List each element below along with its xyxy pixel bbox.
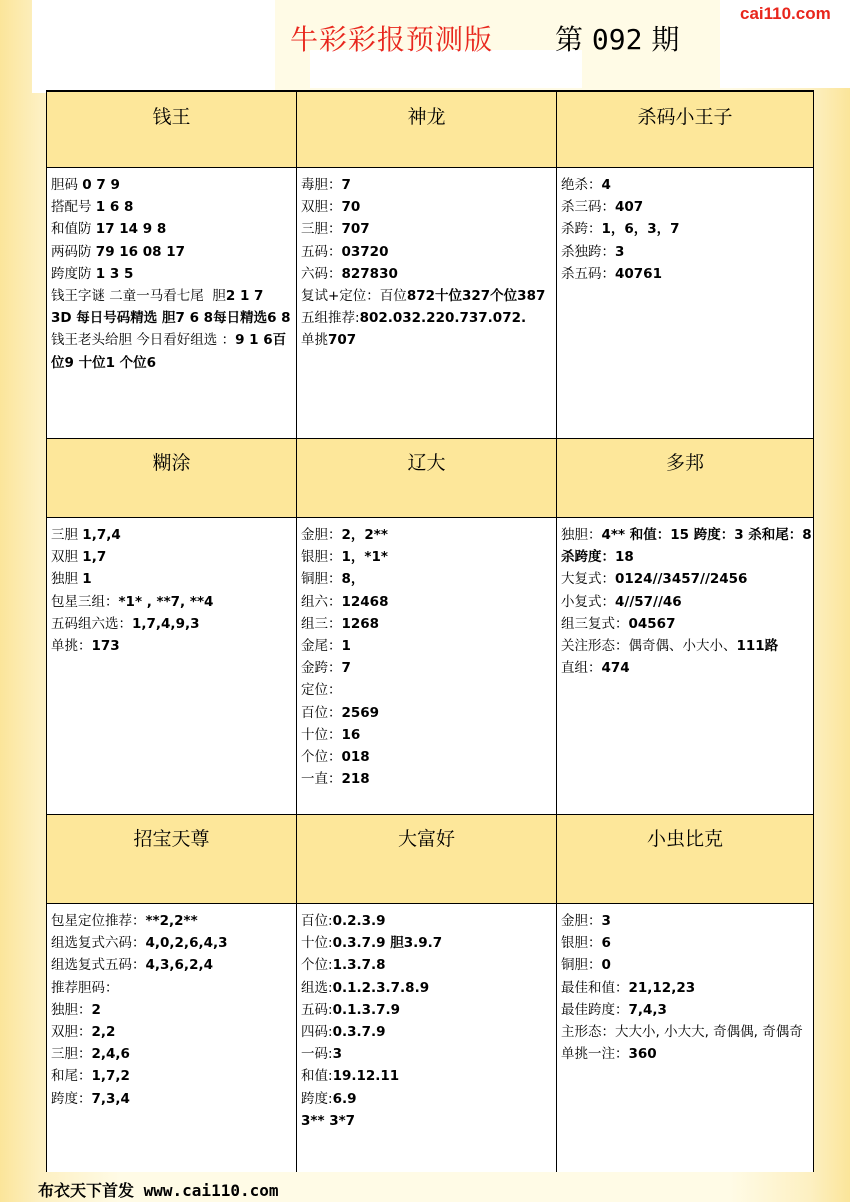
prediction-value: 3** 3*7 bbox=[301, 1112, 356, 1129]
prediction-value: 6 bbox=[601, 935, 611, 952]
prediction-value: 0.3.7.9 bbox=[332, 1024, 386, 1041]
expert-name: 糊涂 bbox=[47, 438, 296, 518]
prediction-list bbox=[297, 518, 556, 814]
prediction-value: 4** 和值：15 跨度：3 杀和尾：8 杀跨度：18 bbox=[561, 527, 817, 566]
prediction-value: 3 bbox=[615, 243, 625, 260]
prediction-value: 0124//3457//2456 bbox=[615, 571, 748, 588]
prediction-line bbox=[301, 999, 556, 1021]
prediction-value: 4 bbox=[601, 177, 611, 193]
prediction-value: 872十位327个位387 bbox=[406, 288, 546, 305]
prediction-label: 和值防 bbox=[51, 221, 96, 238]
prediction-line bbox=[301, 635, 556, 657]
prediction-line bbox=[51, 591, 296, 613]
footer-text: 布衣天下首发 www.cai110.com bbox=[38, 1181, 279, 1200]
prediction-line bbox=[301, 174, 556, 196]
prediction-list bbox=[47, 518, 296, 814]
site-link[interactable]: cai110.com bbox=[740, 4, 831, 23]
prediction-line bbox=[561, 218, 813, 240]
prediction-value: 7 bbox=[341, 177, 351, 193]
expert-name: 多邦 bbox=[557, 438, 813, 518]
expert-name: 钱王 bbox=[47, 92, 296, 168]
prediction-value: 0.2.3.9 bbox=[332, 913, 386, 929]
prediction-line bbox=[561, 591, 813, 613]
prediction-label: 四码: bbox=[301, 1024, 333, 1041]
prediction-line bbox=[561, 241, 813, 263]
prediction-list bbox=[297, 904, 556, 1172]
prediction-label: 铜胆： bbox=[301, 571, 342, 588]
prediction-value: 360 bbox=[628, 1046, 657, 1063]
prediction-line bbox=[51, 285, 296, 307]
prediction-label: 银胆： bbox=[301, 549, 342, 566]
prediction-line bbox=[561, 657, 813, 679]
prediction-label: 两码防 bbox=[51, 243, 96, 260]
prediction-value: 1,7,2 bbox=[91, 1068, 130, 1085]
prediction-label: 杀跨： bbox=[561, 221, 602, 238]
prediction-label: 个位: bbox=[301, 957, 333, 974]
prediction-label: 最佳跨度： bbox=[561, 1001, 629, 1018]
prediction-line bbox=[51, 932, 296, 954]
prediction-value: 40761 bbox=[615, 265, 662, 282]
prediction-label: 钱王老头给胆 今日看好组选 ： bbox=[51, 332, 236, 349]
expert-cell bbox=[47, 92, 297, 438]
prediction-value: 2 bbox=[91, 1001, 101, 1018]
prediction-line bbox=[301, 329, 556, 351]
prediction-value: 16 bbox=[341, 726, 361, 743]
expert-name: 神龙 bbox=[297, 92, 556, 168]
prediction-line bbox=[561, 910, 813, 932]
prediction-value: 9 1 6百位9 十位1 个位6 bbox=[51, 332, 287, 371]
prediction-label: 跨度: bbox=[301, 1090, 333, 1107]
prediction-value: 1 bbox=[82, 571, 92, 588]
expert-cell bbox=[47, 438, 297, 814]
prediction-line bbox=[301, 613, 556, 635]
prediction-line bbox=[561, 196, 813, 218]
prediction-value: 1,7,4,9,3 bbox=[132, 615, 200, 632]
issue-number: 092 bbox=[591, 23, 643, 56]
prediction-label: 三胆： bbox=[51, 1046, 92, 1063]
prediction-label: 金胆： bbox=[301, 527, 342, 543]
prediction-value: 474 bbox=[601, 660, 630, 677]
prediction-label: 双胆 bbox=[51, 549, 83, 566]
prediction-value: 6.9 bbox=[332, 1090, 357, 1107]
expert-name: 杀码小王子 bbox=[557, 92, 813, 168]
prediction-line bbox=[301, 724, 556, 746]
prediction-value: 4,0,2,6,4,3 bbox=[145, 935, 228, 952]
prediction-label: 一码: bbox=[301, 1046, 333, 1063]
prediction-value: 2,4,6 bbox=[91, 1046, 130, 1063]
prediction-line bbox=[301, 702, 556, 724]
prediction-line bbox=[51, 307, 296, 329]
prediction-label: 搭配号 bbox=[51, 199, 96, 216]
prediction-value: 12468 bbox=[341, 593, 389, 610]
prediction-value: 03720 bbox=[341, 243, 389, 260]
prediction-line bbox=[301, 263, 556, 285]
prediction-label: 大复式： bbox=[561, 571, 615, 588]
prediction-label: 独胆： bbox=[561, 527, 602, 543]
prediction-label: 组六： bbox=[301, 593, 342, 610]
prediction-value: 1 bbox=[341, 638, 351, 655]
prediction-line bbox=[561, 524, 817, 568]
prediction-line bbox=[301, 932, 556, 954]
issue-prefix: 第 bbox=[555, 23, 584, 56]
prediction-label: 跨度： bbox=[51, 1090, 92, 1107]
prediction-line bbox=[51, 999, 296, 1021]
prediction-list bbox=[557, 518, 817, 814]
prediction-line bbox=[561, 1043, 813, 1065]
prediction-value: 17 14 9 8 bbox=[95, 221, 167, 238]
prediction-value: 111路 bbox=[736, 638, 779, 655]
prediction-line bbox=[51, 910, 296, 932]
prediction-value: 1 6 8 bbox=[95, 199, 134, 216]
prediction-line bbox=[301, 196, 556, 218]
prediction-line bbox=[561, 635, 813, 657]
expert-name: 辽大 bbox=[297, 438, 556, 518]
grid-row bbox=[47, 438, 817, 814]
prediction-line bbox=[301, 591, 556, 613]
prediction-line bbox=[51, 263, 296, 285]
prediction-value: 2，2** bbox=[341, 527, 388, 543]
prediction-value: 4//57//46 bbox=[615, 593, 682, 610]
prediction-grid bbox=[46, 90, 817, 1172]
prediction-line bbox=[51, 174, 296, 196]
prediction-value: 3 bbox=[601, 913, 611, 929]
prediction-value: 407 bbox=[615, 199, 644, 216]
expert-cell bbox=[297, 438, 557, 814]
prediction-label: 定位： bbox=[301, 682, 342, 699]
prediction-value: 7,4,3 bbox=[628, 1001, 667, 1018]
prediction-value: 218 bbox=[341, 771, 370, 788]
prediction-label: 独胆 bbox=[51, 571, 83, 588]
prediction-line bbox=[561, 174, 813, 196]
prediction-label: 一直： bbox=[301, 771, 342, 788]
prediction-line bbox=[51, 524, 296, 546]
prediction-value: 802.032.220.737.072. bbox=[359, 310, 527, 327]
prediction-list bbox=[47, 904, 296, 1172]
prediction-line bbox=[301, 524, 556, 546]
prediction-value: 19.12.11 bbox=[332, 1068, 400, 1085]
prediction-value: 21,12,23 bbox=[628, 979, 696, 996]
prediction-label: 直组： bbox=[561, 660, 602, 677]
prediction-value: 1，6，3，7 bbox=[601, 221, 680, 238]
prediction-label: 金胆： bbox=[561, 913, 602, 929]
prediction-label: 组选复式六码： bbox=[51, 935, 146, 952]
prediction-label: 单挑： bbox=[51, 638, 92, 655]
prediction-label: 银胆： bbox=[561, 935, 602, 952]
prediction-value: 1.3.7.8 bbox=[332, 957, 386, 974]
prediction-value: 7,3,4 bbox=[91, 1090, 130, 1107]
prediction-value: 1268 bbox=[341, 615, 380, 632]
prediction-line bbox=[301, 746, 556, 768]
prediction-line bbox=[301, 1021, 556, 1043]
prediction-line bbox=[51, 218, 296, 240]
prediction-value: 3D 每日号码精选 胆7 6 8每日精选6 8 bbox=[51, 310, 291, 327]
prediction-label: 个位： bbox=[301, 749, 342, 766]
prediction-line bbox=[301, 954, 556, 976]
prediction-label: 双胆： bbox=[301, 199, 342, 216]
prediction-label: 金跨： bbox=[301, 660, 342, 677]
prediction-label: 和尾： bbox=[51, 1068, 92, 1085]
prediction-label: 最佳和值： bbox=[561, 979, 629, 996]
prediction-label: 百位： bbox=[301, 704, 342, 721]
prediction-label: 十位: bbox=[301, 935, 333, 952]
prediction-value: 1 3 5 bbox=[95, 265, 134, 282]
prediction-label: 组三： bbox=[301, 615, 342, 632]
prediction-line bbox=[301, 546, 556, 568]
prediction-value: 0.3.7.9 胆3.9.7 bbox=[332, 935, 443, 952]
prediction-label: 包星定位推荐： bbox=[51, 913, 146, 929]
prediction-line bbox=[301, 910, 556, 932]
prediction-label: 十位： bbox=[301, 726, 342, 743]
prediction-line bbox=[561, 932, 813, 954]
prediction-label: 关注形态：偶奇偶、小大小、 bbox=[561, 638, 737, 655]
issue-suffix: 期 bbox=[651, 23, 680, 56]
grid-row bbox=[47, 814, 813, 1172]
prediction-list bbox=[47, 168, 296, 438]
prediction-value: 0 7 9 bbox=[82, 177, 120, 193]
expert-name: 大富好 bbox=[297, 814, 556, 904]
prediction-list bbox=[297, 168, 556, 438]
prediction-label: 五组推荐: bbox=[301, 310, 360, 327]
prediction-label: 组三复式： bbox=[561, 615, 629, 632]
prediction-label: 绝杀： bbox=[561, 177, 602, 193]
prediction-label: 金尾： bbox=[301, 638, 342, 655]
prediction-label: 杀三码： bbox=[561, 199, 615, 216]
prediction-line bbox=[301, 977, 556, 999]
prediction-line bbox=[51, 546, 296, 568]
prediction-value: *1* , **7, **4 bbox=[118, 593, 214, 610]
prediction-line bbox=[301, 1110, 556, 1132]
prediction-line bbox=[561, 999, 813, 1021]
prediction-label: 六码： bbox=[301, 265, 342, 282]
prediction-line bbox=[301, 1043, 556, 1065]
prediction-line bbox=[51, 954, 296, 976]
prediction-label: 独胆： bbox=[51, 1001, 92, 1018]
prediction-value: 8， bbox=[341, 571, 365, 588]
prediction-label: 推荐胆码： bbox=[51, 979, 119, 996]
prediction-value: 707 bbox=[341, 221, 370, 238]
prediction-line bbox=[301, 218, 556, 240]
prediction-line bbox=[561, 954, 813, 976]
grid-row bbox=[47, 92, 813, 438]
prediction-line bbox=[561, 977, 813, 999]
prediction-line bbox=[51, 1043, 296, 1065]
prediction-line bbox=[561, 1021, 813, 1043]
prediction-line bbox=[51, 1065, 296, 1087]
issue-label bbox=[555, 18, 679, 58]
prediction-label: 单挑一注： bbox=[561, 1046, 629, 1063]
prediction-line bbox=[51, 977, 296, 999]
prediction-value: 2,2 bbox=[91, 1024, 116, 1041]
prediction-value: 3 bbox=[332, 1046, 342, 1063]
prediction-label: 五码： bbox=[301, 243, 342, 260]
prediction-line bbox=[51, 241, 296, 263]
prediction-label: 小复式： bbox=[561, 593, 615, 610]
prediction-label: 主形态：大大小, 小大大, 奇偶偶, 奇偶奇 bbox=[561, 1024, 803, 1041]
prediction-value: 79 16 08 17 bbox=[95, 243, 186, 260]
prediction-value: 0 bbox=[601, 957, 611, 974]
prediction-line bbox=[51, 568, 296, 590]
page-title: 牛彩彩报预测版 bbox=[290, 23, 494, 56]
prediction-label: 组选复式五码： bbox=[51, 957, 146, 974]
prediction-list bbox=[557, 168, 813, 438]
prediction-value: 1,7 bbox=[82, 549, 107, 566]
prediction-value: 018 bbox=[341, 749, 370, 766]
prediction-line bbox=[51, 635, 296, 657]
prediction-line bbox=[301, 241, 556, 263]
prediction-line bbox=[51, 1021, 296, 1043]
prediction-line bbox=[51, 329, 296, 373]
prediction-label: 铜胆： bbox=[561, 957, 602, 974]
prediction-line bbox=[301, 768, 556, 790]
prediction-label: 双胆： bbox=[51, 1024, 92, 1041]
prediction-label: 杀五码： bbox=[561, 265, 615, 282]
prediction-line bbox=[301, 285, 556, 307]
expert-cell bbox=[297, 92, 557, 438]
prediction-value: 1，*1* bbox=[341, 549, 388, 566]
prediction-value: 4,3,6,2,4 bbox=[145, 957, 213, 974]
prediction-label: 胆码 bbox=[51, 177, 83, 193]
expert-cell bbox=[47, 814, 297, 1172]
prediction-list bbox=[557, 904, 813, 1172]
header-white-left bbox=[32, 0, 275, 93]
prediction-value: 173 bbox=[91, 638, 120, 655]
prediction-line bbox=[301, 1065, 556, 1087]
prediction-label: 跨度防 bbox=[51, 265, 96, 282]
prediction-label: 组选: bbox=[301, 979, 333, 996]
prediction-label: 包星三组： bbox=[51, 593, 119, 610]
prediction-label: 单挑 bbox=[301, 332, 328, 349]
prediction-line bbox=[51, 196, 296, 218]
prediction-line bbox=[301, 1088, 556, 1110]
prediction-label: 五码组六选： bbox=[51, 615, 132, 632]
prediction-value: 2569 bbox=[341, 704, 380, 721]
prediction-value: 0.1.2.3.7.8.9 bbox=[332, 979, 430, 996]
expert-name: 小虫比克 bbox=[557, 814, 813, 904]
expert-cell bbox=[557, 92, 813, 438]
prediction-line bbox=[301, 679, 556, 701]
prediction-label: 三胆： bbox=[301, 221, 342, 238]
prediction-label: 钱王字谜 二童一马看七尾 胆 bbox=[51, 288, 226, 305]
prediction-value: 1,7,4 bbox=[82, 527, 121, 543]
prediction-value: 04567 bbox=[628, 615, 676, 632]
prediction-value: 827830 bbox=[341, 265, 398, 282]
prediction-line bbox=[51, 1088, 296, 1110]
prediction-value: 70 bbox=[341, 199, 361, 216]
prediction-label: 百位: bbox=[301, 913, 333, 929]
prediction-value: 707 bbox=[328, 332, 357, 349]
prediction-label: 三胆 bbox=[51, 527, 83, 543]
expert-cell bbox=[557, 814, 813, 1172]
prediction-line bbox=[301, 568, 556, 590]
row-divider bbox=[47, 814, 813, 815]
prediction-line bbox=[301, 307, 556, 329]
prediction-line bbox=[51, 613, 296, 635]
prediction-line bbox=[561, 263, 813, 285]
prediction-line bbox=[301, 657, 556, 679]
expert-cell bbox=[297, 814, 557, 1172]
prediction-label: 杀独跨： bbox=[561, 243, 615, 260]
prediction-label: 和值: bbox=[301, 1068, 333, 1085]
prediction-label: 复试+定位：百位 bbox=[301, 288, 407, 305]
expert-cell bbox=[557, 438, 817, 814]
prediction-line bbox=[561, 613, 813, 635]
prediction-value: 7 bbox=[341, 660, 351, 677]
prediction-label: 五码: bbox=[301, 1001, 333, 1018]
prediction-label: 毒胆： bbox=[301, 177, 342, 193]
prediction-value: 0.1.3.7.9 bbox=[332, 1001, 401, 1018]
prediction-value: 2 1 7 bbox=[225, 288, 264, 305]
prediction-value: **2,2** bbox=[145, 913, 198, 929]
prediction-line bbox=[561, 568, 813, 590]
row-divider bbox=[47, 438, 813, 439]
expert-name: 招宝天尊 bbox=[47, 814, 296, 904]
